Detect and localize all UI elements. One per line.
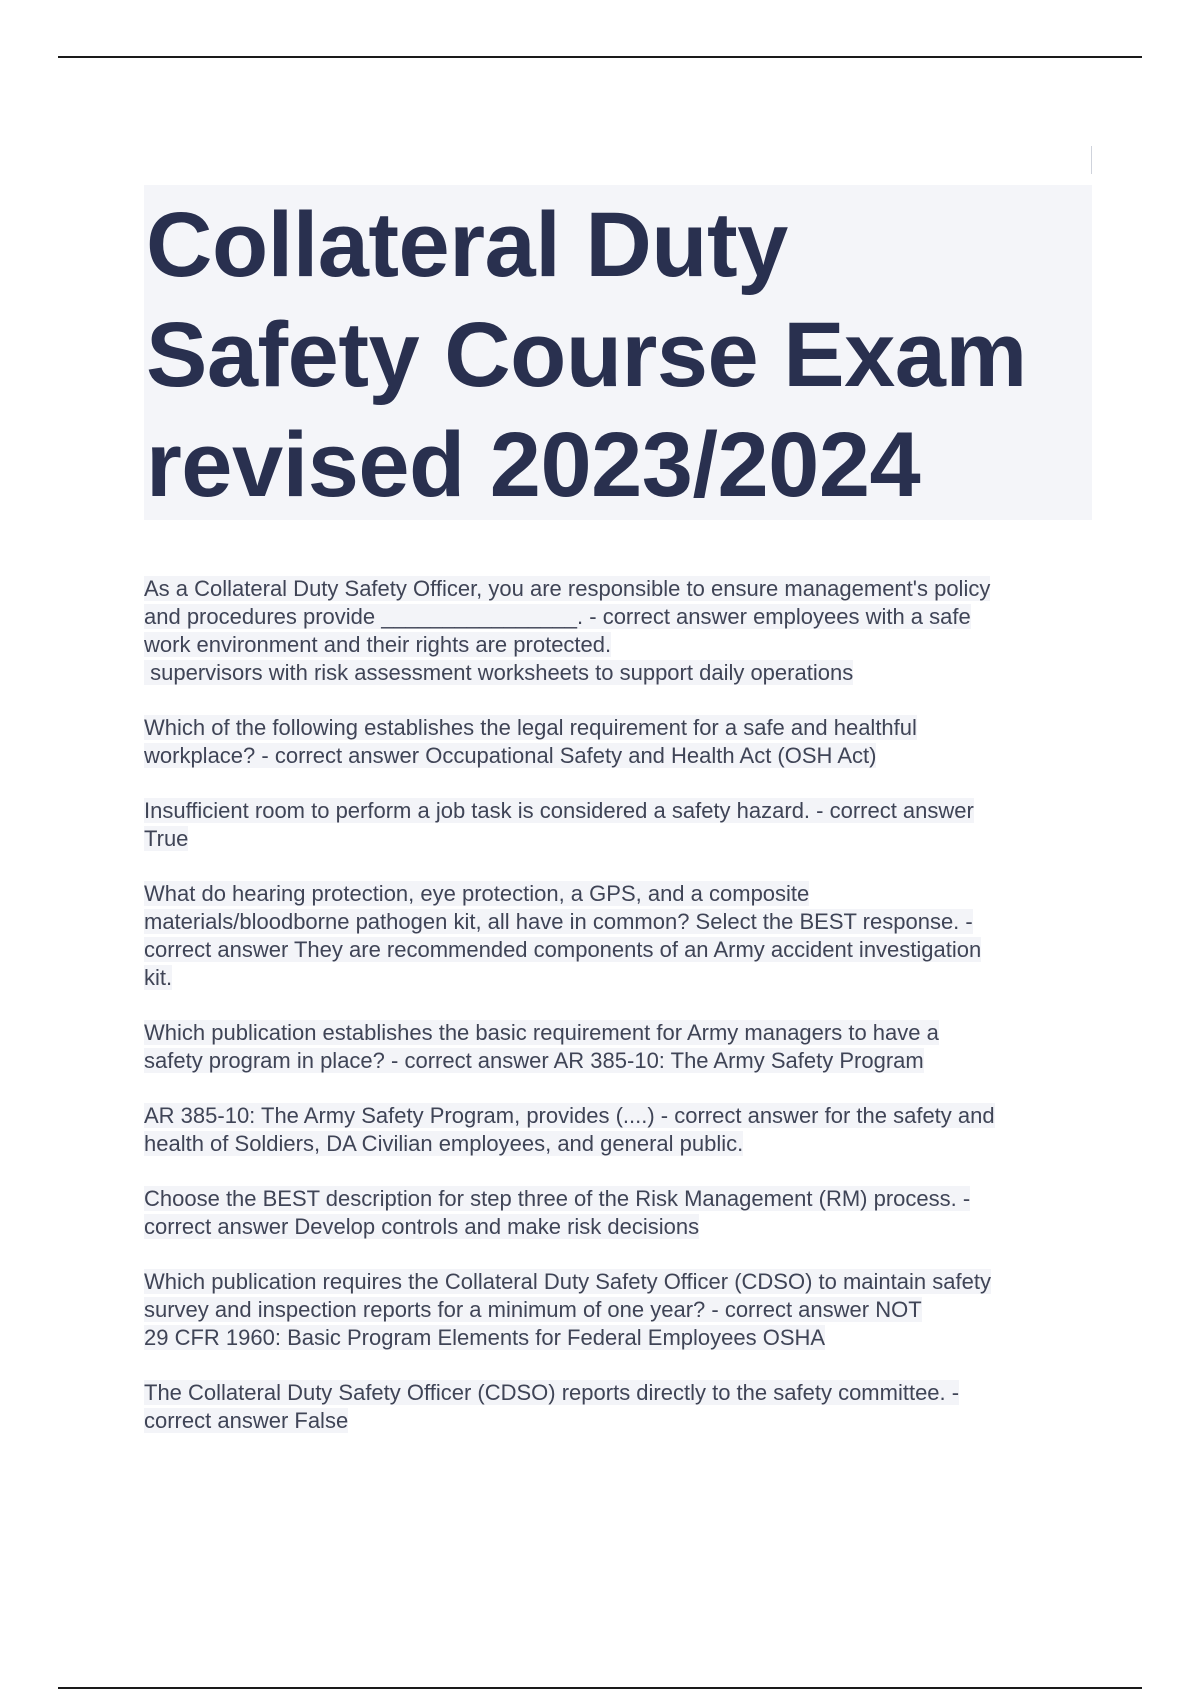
qa-line-text: kit. — [144, 965, 173, 990]
qa-line-text: work environment and their rights are protected. — [144, 632, 612, 657]
title-line: Collateral Duty — [146, 194, 788, 296]
qa-line — [144, 964, 1094, 992]
qa-line — [144, 575, 1094, 603]
qa-line-text: Choose the BEST description for step three of the Risk Management (RM) process. - — [144, 1186, 971, 1211]
qa-line — [144, 659, 1094, 687]
qa-item — [144, 880, 1094, 992]
qa-line-text: 29 CFR 1960: Basic Program Elements for Federal Employees OSHA — [144, 1325, 826, 1350]
qa-item — [144, 714, 1094, 770]
qa-line — [144, 1324, 1094, 1352]
qa-line-text: Which publication requires the Collateral Duty Safety Officer (CDSO) to maintain safety — [144, 1269, 991, 1294]
top-rule — [58, 56, 1142, 58]
qa-item — [144, 575, 1094, 687]
qa-line — [144, 1047, 1094, 1075]
qa-line-text: correct answer They are recommended components of an Army accident investigation — [144, 937, 982, 962]
qa-item — [144, 1102, 1094, 1158]
qa-item — [144, 1379, 1094, 1435]
qa-line — [144, 1296, 1094, 1324]
qa-line-text: True — [144, 826, 189, 851]
qa-line-text: health of Soldiers, DA Civilian employees, and general public. — [144, 1131, 744, 1156]
qa-line — [144, 880, 1094, 908]
qa-line — [144, 908, 1094, 936]
question-answer-list — [144, 575, 1094, 1462]
qa-line — [144, 603, 1094, 631]
qa-line-text: safety program in place? - correct answer AR 385-10: The Army Safety Program — [144, 1048, 924, 1073]
qa-line-text: and procedures provide ________________. - correct answer employees with a safe — [144, 604, 971, 629]
qa-line-text: Which of the following establishes the legal requirement for a safe and healthful — [144, 715, 917, 740]
qa-line — [144, 1213, 1094, 1241]
qa-line — [144, 631, 1094, 659]
qa-item — [144, 1185, 1094, 1241]
qa-line — [144, 825, 1094, 853]
qa-line-text: Insufficient room to perform a job task is considered a safety hazard. - correct answer — [144, 798, 974, 823]
qa-line — [144, 1130, 1094, 1158]
bottom-rule — [58, 1687, 1142, 1689]
title-line: revised 2023/2024 — [146, 414, 921, 516]
qa-line — [144, 1185, 1094, 1213]
qa-line-text: materials/bloodborne pathogen kit, all have in common? Select the BEST response. - — [144, 909, 973, 934]
title-line: Safety Course Exam — [146, 304, 1027, 406]
qa-line — [144, 714, 1094, 742]
qa-item — [144, 1268, 1094, 1352]
text-cursor-mark — [1091, 146, 1092, 174]
qa-line-text: As a Collateral Duty Safety Officer, you are responsible to ensure management's policy — [144, 576, 991, 601]
qa-line-text: The Collateral Duty Safety Officer (CDSO) reports directly to the safety committee. - — [144, 1380, 960, 1405]
qa-item — [144, 1019, 1094, 1075]
qa-line-text: What do hearing protection, eye protection, a GPS, and a composite — [144, 881, 810, 906]
qa-line — [144, 1268, 1094, 1296]
qa-line-text: workplace? - correct answer Occupational Safety and Health Act (OSH Act) — [144, 743, 877, 768]
qa-item — [144, 797, 1094, 853]
document-title — [146, 190, 1096, 520]
qa-line-text: survey and inspection reports for a minimum of one year? - correct answer NOT — [144, 1297, 922, 1322]
qa-line — [144, 1102, 1094, 1130]
qa-line-text: AR 385-10: The Army Safety Program, provides (....) - correct answer for the safety and — [144, 1103, 995, 1128]
qa-line-text: correct answer False — [144, 1408, 349, 1433]
qa-line-text: Which publication establishes the basic requirement for Army managers to have a — [144, 1020, 939, 1045]
qa-line-text: supervisors with risk assessment worksheets to support daily operations — [144, 660, 854, 685]
qa-line — [144, 1379, 1094, 1407]
qa-line-text: correct answer Develop controls and make risk decisions — [144, 1214, 700, 1239]
qa-line — [144, 797, 1094, 825]
qa-line — [144, 742, 1094, 770]
qa-line — [144, 1019, 1094, 1047]
qa-line — [144, 936, 1094, 964]
qa-line — [144, 1407, 1094, 1435]
